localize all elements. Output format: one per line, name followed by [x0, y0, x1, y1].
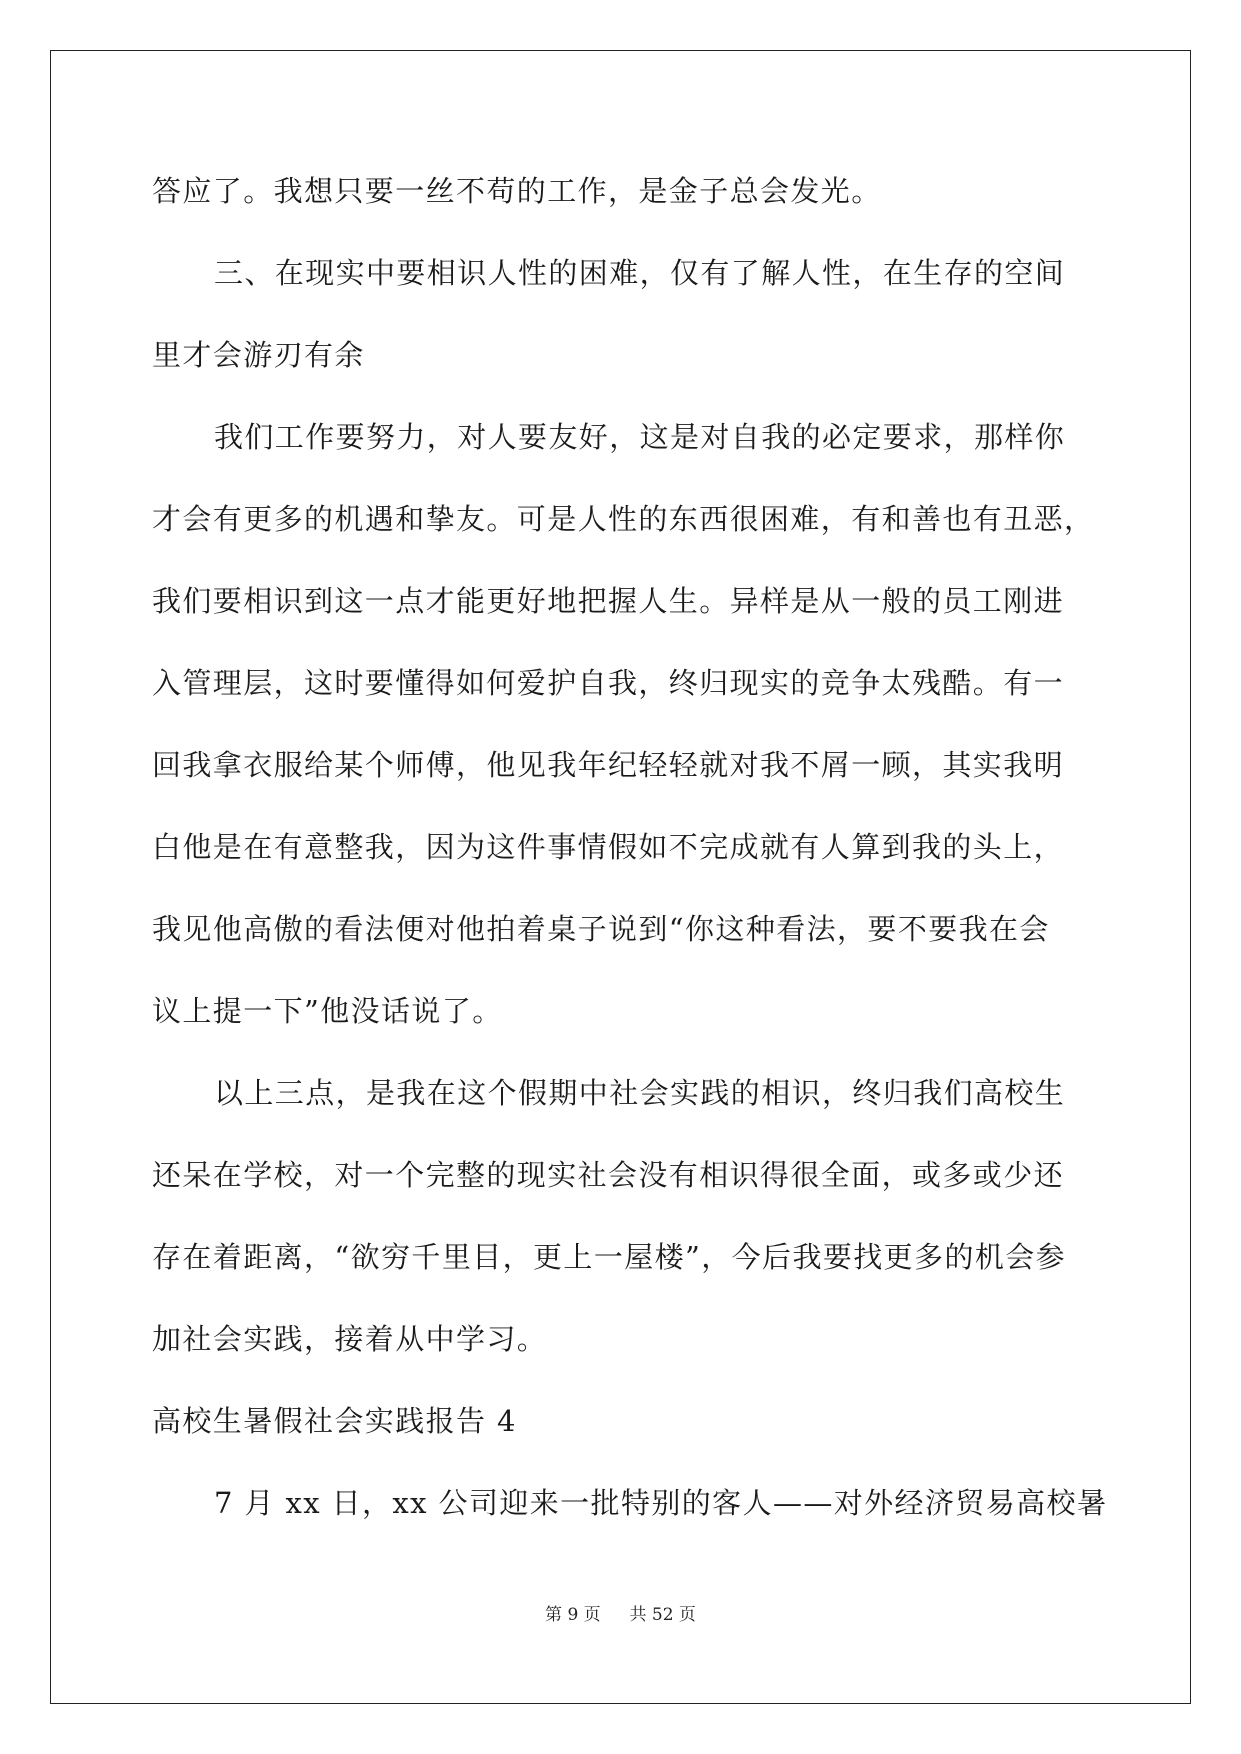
text-line: 答应了。我想只要一丝不苟的工作，是金子总会发光。: [152, 174, 882, 208]
text-line: 里才会游刃有余: [152, 338, 365, 372]
page-number: 第 9 页: [545, 1605, 601, 1625]
text-line: 入管理层，这时要懂得如何爱护自我，终归现实的竞争太残酷。有一: [152, 666, 1065, 700]
paragraph-start: 7 月 xx 日，xx 公司迎来一批特别的客人——对外经济贸易高校暑: [214, 1486, 1108, 1520]
paragraph-start: 我们工作要努力，对人要友好，这是对自我的必定要求，那样你: [214, 420, 1066, 454]
paragraph-start: 以上三点，是我在这个假期中社会实践的相识，终归我们高校生: [214, 1076, 1066, 1110]
report-title: 高校生暑假社会实践报告 4: [152, 1404, 517, 1438]
text-line: 白他是在有意整我，因为这件事情假如不完成就有人算到我的头上，: [152, 830, 1065, 864]
section-heading-three: 三、在现实中要相识人性的困难，仅有了解人性，在生存的空间: [214, 256, 1066, 290]
text-line: 加社会实践，接着从中学习。: [152, 1322, 548, 1356]
page-footer: [0, 1600, 1241, 1625]
text-line: 我们要相识到这一点才能更好地把握人生。异样是从一般的员工刚进: [152, 584, 1065, 618]
text-line: 才会有更多的机遇和挚友。可是人性的东西很困难，有和善也有丑恶，: [152, 502, 1095, 536]
text-line: 还呆在学校，对一个完整的现实社会没有相识得很全面，或多或少还: [152, 1158, 1065, 1192]
text-line: 回我拿衣服给某个师傅，他见我年纪轻轻就对我不屑一顾，其实我明: [152, 748, 1065, 782]
text-line: 议上提一下”他没话说了。: [152, 994, 503, 1028]
document-body: [152, 150, 1108, 1544]
text-line: 存在着距离，“欲穷千里目，更上一屋楼”，今后我要找更多的机会参: [152, 1240, 1067, 1274]
text-line: 我见他高傲的看法便对他拍着桌子说到“你这种看法，要不要我在会: [152, 912, 1050, 946]
page-total: 共 52 页: [629, 1605, 696, 1625]
